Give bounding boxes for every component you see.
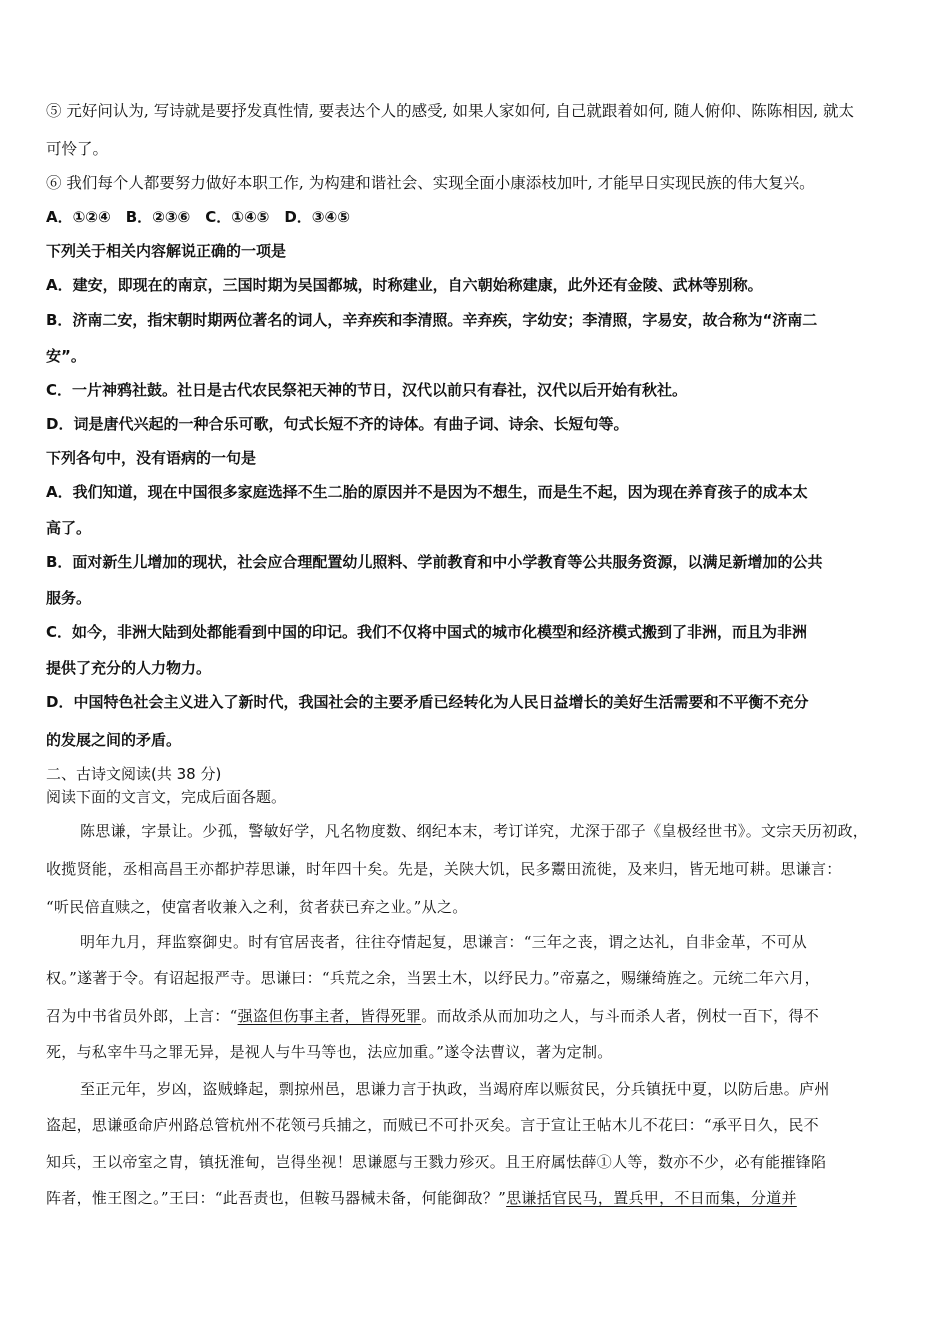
grammar-option-c-line-2: 提供了充分的人力物力。 <box>46 659 212 677</box>
grammar-option-b-line-1: B．面对新生儿增加的现状，社会应合理配置幼儿照料、学前教育和中小学教育等公共服务资源，以满足新增加的公共 <box>46 553 823 571</box>
passage-p3-line-1: 至正元年，岁凶，盗贼蜂起，剽掠州邑，思谦力言于执政，当竭府库以赈贫民，分兵镇抚中夏，以防后患。庐州 <box>80 1080 830 1098</box>
underlined-sentence-1: 强盗但伤事主者，皆得死罪 <box>237 1007 422 1025</box>
section-title: 二、古诗文阅读(共 38 分) <box>46 765 222 783</box>
passage-p2-line-4: 死，与私宰牛马之罪无异，是视人与牛马等也，法应加重。”遂令法曹议，著为定制。 <box>46 1043 613 1061</box>
question-stem-culture: 下列关于相关内容解说正确的一项是 <box>46 242 287 260</box>
option-6: ⑥ 我们每个人都要努力做好本职工作, 为构建和谐社会、实现全面小康添枝加叶, 才能早日实现民族的伟大复兴。 <box>46 174 815 192</box>
passage-p1-line-2: 收揽贤能，丞相高昌王亦都护荐思谦，时年四十矣。先是，关陕大饥，民多鬻田流徙，及来归，皆无地可耕。思谦言： <box>46 860 842 878</box>
option-5-line-1: ⑤ 元好问认为, 写诗就是要抒发真性情, 要表达个人的感受, 如果人家如何, 自己就跟着如何, 随人俯仰、陈陈相因, 就太 <box>46 102 855 120</box>
culture-option-a: A．建安，即现在的南京，三国时期为吴国都城，时称建业，自六朝始称建康，此外还有金陵、武林等别称。 <box>46 276 763 294</box>
passage-p3-line-2: 盗起，思谦亟命庐州路总管杭州不花领弓兵捕之，而贼已不可扑灭矣。言于宣让王帖木儿不花曰：“承平日久，民不 <box>46 1116 819 1134</box>
grammar-option-a-line-1: A．我们知道，现在中国很多家庭选择不生二胎的原因并不是因为不想生，而是生不起，因为现在养育孩子的成本太 <box>46 483 808 501</box>
question-stem-grammar: 下列各句中，没有语病的一句是 <box>46 449 257 467</box>
grammar-option-b-line-2: 服务。 <box>46 589 92 607</box>
passage-p1-line-1: 陈思谦，字景让。少孤，警敏好学，凡名物度数、纲纪本末，考订详究，尤深于邵子《皇极经世书》。文宗天历初政， <box>80 822 869 840</box>
option-5-line-2: 可怜了。 <box>46 140 109 158</box>
answer-choices: A．①②④ B．②③⑥ C．①④⑤ D．③④⑤ <box>46 208 350 226</box>
passage-p3-line-4 <box>46 1187 910 1209</box>
passage-p3-line-4-start: 阵者，惟王图之。”王曰：“此吾责也，但鞍马器械未备，何能御敌？” <box>46 1189 507 1207</box>
passage-p3-line-3: 知兵，王以帝室之胄，镇抚淮甸，岂得坐视！思谦愿与王戮力殄灭。且王府属怯薛①人等，数亦不少，必有能摧锋陷 <box>46 1153 827 1171</box>
passage-p2-line-1: 明年九月，拜监察御史。时有官居丧者，往往夺情起复，思谦言：“三年之丧，谓之达礼，自非金革，不可从 <box>80 933 808 951</box>
passage-p2-line-3 <box>46 1005 910 1027</box>
section-instruction: 阅读下面的文言文，完成后面各题。 <box>46 788 287 806</box>
culture-option-c: C．一片神鸦社鼓。社日是古代农民祭祀天神的节日，汉代以前只有春社，汉代以后开始有秋社。 <box>46 381 688 399</box>
passage-p2-line-3-end: 。而故杀从而加功之人，与斗而杀人者，例杖一百下，得不 <box>421 1007 819 1025</box>
grammar-option-a-line-2: 高了。 <box>46 519 92 537</box>
passage-p1-line-3: “听民倍直赎之，使富者收兼入之利，贫者获已弃之业。”从之。 <box>46 898 468 916</box>
grammar-option-d-line-1: D．中国特色社会主义进入了新时代，我国社会的主要矛盾已经转化为人民日益增长的美好生活需要和不平衡不充分 <box>46 693 809 711</box>
culture-option-d: D．词是唐代兴起的一种合乐可歌，句式长短不齐的诗体。有曲子词、诗余、长短句等。 <box>46 415 629 433</box>
culture-option-b-line-1: B．济南二安，指宋朝时期两位著名的词人，辛弃疾和李清照。辛弃疾，字幼安；李清照，字易安，故合称为“济南二 <box>46 311 818 329</box>
grammar-option-c-line-1: C．如今，非洲大陆到处都能看到中国的印记。我们不仅将中国式的城市化模型和经济模式搬到了非洲，而且为非洲 <box>46 623 808 641</box>
passage-p2-line-3-start: 召为中书省员外郎，上言：“ <box>46 1007 238 1025</box>
passage-p2-line-2: 权。”遂著于令。有诏起报严寺。思谦曰：“兵荒之余，当罢土木，以纾民力。”帝嘉之，赐缣绮旌之。元统二年六月， <box>46 969 820 987</box>
grammar-option-d-line-2: 的发展之间的矛盾。 <box>46 731 182 749</box>
underlined-sentence-2: 思谦括官民马，置兵甲，不日而集，分道并 <box>506 1189 797 1207</box>
culture-option-b-line-2: 安”。 <box>46 347 86 365</box>
